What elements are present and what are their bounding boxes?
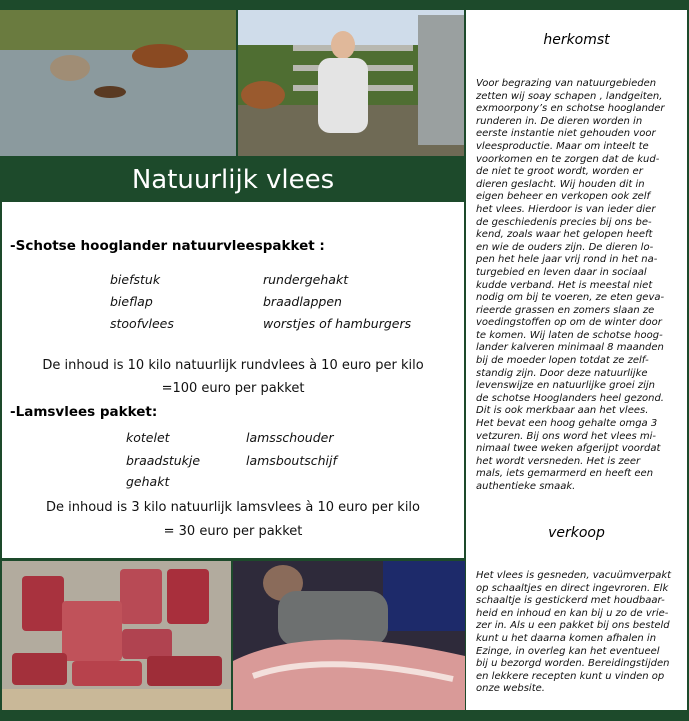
- pack2-item: lamsschouder: [246, 430, 334, 445]
- pack2-heading: -Lamsvlees pakket:: [10, 404, 158, 420]
- pack1-item: biefstuk: [110, 272, 161, 287]
- verkoop-heading: verkoop: [548, 525, 605, 541]
- pack2-item: gehakt: [126, 474, 170, 489]
- pack2-item: braadstukje: [126, 453, 201, 468]
- verkoop-text: Het vlees is gesneden, vacuümverpakt op schaaltjes en direct ingevroren. Elk schaaltje is gestickerd met houdbaar- heid en inhoud en kan bij u zo de vrie- zer in. Als u een pakket bij ons besteld kunt u het daarna komen afhalen in Ezinge, in overleg kan het eventueel bij u bezorgd worden. Bereidingstijden en lekkere recepten kunt u vinden op onze website.: [476, 570, 672, 695]
- herkomst-text: Voor begrazing van natuurgebieden zetten wij soay schapen , landgeiten, exmoorpony’s en schotse hooglander runderen in. De dieren worden in eerste instantie niet gehouden voor vleesproductie. Maar om inteelt te voorkomen en te zorgen dat de kud- de niet te groot wordt, worden er dieren geslacht. Wij houden dit in eigen beheer en verkopen ook zelf het vlees. Hierdoor is van ieder dier de geschiedenis precies bij ons be- kend, zoals waar het gelopen heeft en wie de ouders zijn. De dieren lo- pen het hele jaar vrij rond in het na- turgebied en leven daar in sociaal kudde verband. Het is meestal niet nodig om bij te voeren, ze eten geva- rieerde grassen en zomers slaan ze voedingstoffen op om de winter door te komen. Wij laten de schotse hoog- lander kalveren minimaal 8 maanden bij de moeder lopen totdat ze zelf- standig zijn. Door deze natuurlijke levenswijze en natuurlijke groei zijn de schotse Hooglanders heel gezond. Dit is ook merkbaar aan het vlees. Het bevat een hoog gehalte omga 3 vetzuren. Bij ons word het vlees mi- nimaal twee weken afgerijpt voordat het wordt versneden. Het is zeer mals, iets gemarmerd en heeft een authentieke smaak.: [476, 78, 665, 492]
- pack1-item: braadlappen: [263, 294, 342, 309]
- pack2-item: kotelet: [126, 430, 170, 445]
- photo-meat-packages: [2, 561, 231, 710]
- pack2-price: = 30 euro per pakket: [163, 524, 303, 539]
- page-title: Natuurlijk vlees: [2, 158, 464, 202]
- pack1-price: =100 euro per pakket: [161, 381, 305, 396]
- product-panel: [2, 158, 464, 558]
- photo-butcher-cutting: [233, 561, 465, 710]
- pack1-item: bieflap: [110, 294, 153, 309]
- info-column: [466, 10, 687, 710]
- photo-cows-in-water: [0, 10, 236, 156]
- pack2-content-note: De inhoud is 3 kilo natuurlijk lamsvlees à 10 euro per kilo: [46, 500, 420, 515]
- herkomst-heading: herkomst: [543, 32, 610, 48]
- pack1-item: stoofvlees: [110, 316, 174, 331]
- pack1-item: worstjes of hamburgers: [263, 316, 412, 331]
- photo-farmer-at-gate: [238, 10, 464, 156]
- pack1-content-note: De inhoud is 10 kilo natuurlijk rundvlees à 10 euro per kilo: [42, 358, 424, 373]
- pack1-heading: -Schotse hooglander natuurvleespakket :: [10, 238, 325, 254]
- pack2-item: lamsboutschijf: [246, 453, 337, 468]
- pack1-item: rundergehakt: [263, 272, 349, 287]
